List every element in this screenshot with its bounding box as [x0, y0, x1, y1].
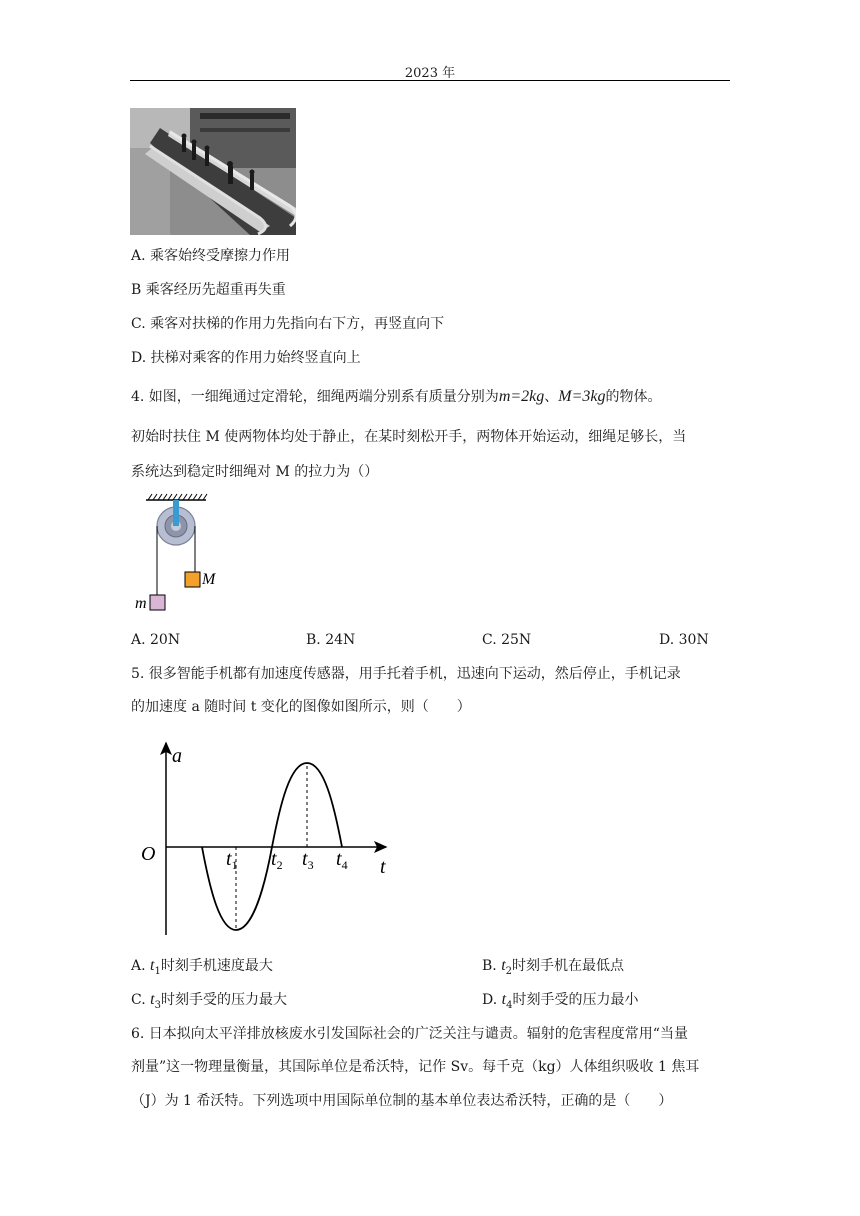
- q6-line-2: 剂量”这一物理量衡量，其国际单位是希沃特，记作 Sv。每千克（kg）人体组织吸收 1 焦耳: [131, 1059, 700, 1075]
- q4-option-d: D. 30N: [659, 632, 709, 648]
- q5-option-c-sub: 3: [154, 999, 161, 1011]
- q5-option-c: [131, 990, 287, 1016]
- tick-t2: $t_2$: [271, 848, 283, 872]
- q5-option-c-text: 时刻手受的压力最大: [160, 992, 287, 1008]
- q5-option-a-var: t: [150, 957, 155, 974]
- q4-M-mass: M=3kg: [558, 388, 606, 405]
- q5-option-a-prefix: A.: [131, 958, 151, 974]
- q5-option-d: [482, 990, 638, 1016]
- graph-origin-label: O: [141, 843, 156, 865]
- escalator-photo: [130, 108, 296, 235]
- q5-option-b-text: 时刻手机在最低点: [512, 958, 625, 974]
- q5-option-a: [131, 956, 273, 982]
- q5-line-1: 5. 很多智能手机都有加速度传感器，用手托着手机，迅速向下运动，然后停止，手机记录: [131, 666, 681, 682]
- q5-option-a-sub: 1: [154, 965, 161, 977]
- q5-option-b-sub: 2: [505, 965, 513, 977]
- q3-option-a: A. 乘客始终受摩擦力作用: [131, 248, 291, 264]
- q5-option-b-var: t: [501, 957, 506, 974]
- q4-line-1-post: 的物体。: [605, 389, 662, 405]
- q5-option-d-sub: 4: [506, 999, 513, 1011]
- tick-t3: $t_3$: [302, 848, 314, 872]
- page-header-year: 2023 年: [404, 66, 456, 81]
- q3-option-c: C. 乘客对扶梯的作用力先指向右下方，再竖直向下: [131, 316, 445, 332]
- tick-t1: $t_1$: [226, 848, 238, 872]
- q5-option-c-prefix: C.: [131, 992, 151, 1008]
- q5-option-d-text: 时刻手受的压力最小: [512, 992, 639, 1008]
- q5-line-2: 的加速度 a 随时间 t 变化的图像如图所示，则（ ）: [131, 699, 471, 715]
- q4-line-3: 系统达到稳定时细绳对 M 的拉力为（）: [131, 464, 379, 480]
- q4-separator: 、: [544, 389, 559, 405]
- q5-option-c-var: t: [150, 991, 155, 1008]
- header-divider: [130, 80, 730, 81]
- tick-t4: $t_4$: [336, 848, 348, 872]
- q4-line-1: [131, 387, 662, 407]
- q5-option-a-text: 时刻手机速度最大: [160, 958, 273, 974]
- q4-m-mass: m=2kg: [498, 388, 545, 405]
- q4-option-b: B. 24N: [306, 632, 356, 648]
- q4-line-2: 初始时扶住 M 使两物体均处于静止，在某时刻松开手，两物体开始运动，细绳足够长，当: [131, 429, 687, 445]
- q3-option-d: D. 扶梯对乘客的作用力始终竖直向上: [131, 350, 361, 366]
- graph-y-label: a: [172, 745, 182, 767]
- pulley-label-m: m: [135, 595, 147, 612]
- q4-option-c: C. 25N: [482, 632, 532, 648]
- q5-option-d-prefix: D.: [482, 992, 502, 1008]
- q5-option-b: [482, 956, 624, 982]
- q4-line-1-pre: 4. 如图，一细绳通过定滑轮，细绳两端分别系有质量分别为: [131, 389, 499, 405]
- graph-x-label: t: [380, 856, 386, 878]
- q4-option-a: A. 20N: [131, 632, 181, 648]
- pulley-diagram: [130, 492, 220, 616]
- q5-option-d-var: t: [501, 991, 507, 1008]
- pulley-label-M: M: [202, 571, 216, 588]
- q3-option-b: B 乘客经历先超重再失重: [131, 282, 286, 298]
- q6-line-3: （J）为 1 希沃特。下列选项中用国际单位制的基本单位表达希沃特，正确的是（ ）: [131, 1093, 673, 1109]
- q6-line-1: 6. 日本拟向太平洋排放核废水引发国际社会的广泛关注与谴责。辐射的危害程度常用“当量: [131, 1026, 688, 1042]
- q5-option-b-prefix: B.: [482, 958, 502, 974]
- acceleration-time-graph: [130, 735, 400, 940]
